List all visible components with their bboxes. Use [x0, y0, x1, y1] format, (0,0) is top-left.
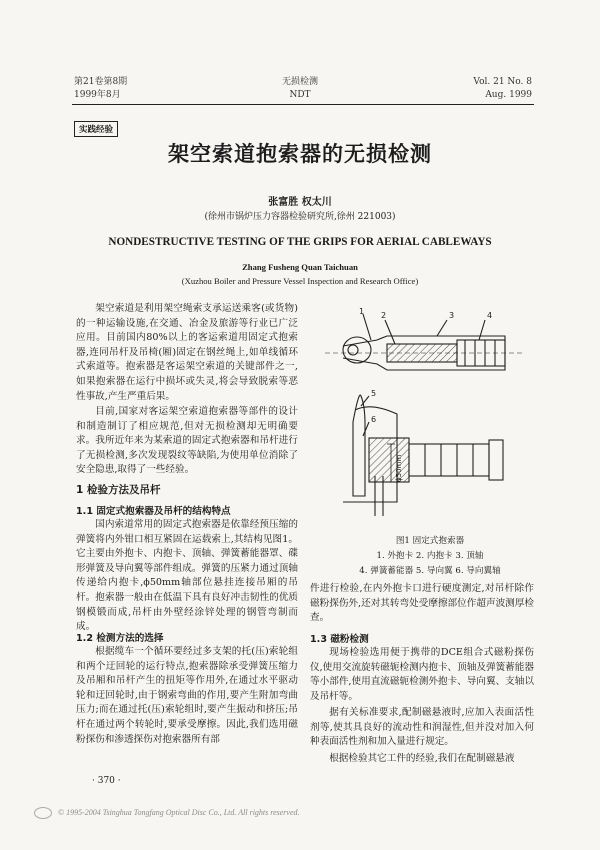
affiliation-en: (Xuzhou Boiler and Pressure Vessel Inspection and Research Office) — [181, 276, 419, 286]
figure-label-6: 6 — [371, 415, 377, 424]
figure-legend-row-2: 4. 弹簧蓄能器 5. 导向翼 6. 导向翼轴 — [359, 566, 501, 576]
paragraph-suspension-standard: 据有关标准要求,配制磁悬液时,应加入表面活性剂等,使其具良好的流动性和润湿性,但并没对加入何种表面活性剂和加入量进行规定。 — [310, 707, 534, 748]
header-volume-cn: 第21卷第8期 — [74, 77, 128, 87]
grip-structure-figure — [325, 306, 535, 521]
paragraph-structure: 国内索道常用的固定式抱索器是依靠经预压缩的弹簧将内外钳口相互紧固在运载索上,其结构见图1。它主要由外抱卡、内抱卡、顶轴、弹簧蓄能器罩、碟形弹簧及导向翼等部件组成。弹簧的压紧力通过顶轴传递给内抱卡,ϕ50mm轴部位悬挂连接吊厢的吊杆。抱索器一般由在低温下具有良好冲击韧性的优质钢模锻而成,吊杆由外壁经涂锌处理的钢管弯制而成。 — [76, 519, 298, 633]
figure-label-4: 4 — [487, 311, 493, 320]
authors-cn: 张富胜 权太川 — [268, 197, 332, 208]
figure-label-3: 3 — [449, 311, 455, 320]
page-number: · 370 · — [92, 776, 121, 786]
figure-caption: 图1 固定式抱索器 — [395, 536, 465, 546]
section-1-heading: 1 检验方法及吊杆 — [76, 484, 161, 496]
figure-legend-row-1: 1. 外抱卡 2. 内抱卡 3. 顶轴 — [376, 551, 484, 561]
authors-en: Zhang Fusheng Quan Taichuan — [242, 262, 358, 272]
section-1-3-heading: 1.3 磁粉检测 — [310, 634, 369, 645]
section-1-1-heading: 1.1 固定式抱索器及吊杆的结构特点 — [76, 506, 231, 517]
affiliation-cn: (徐州市锅炉压力容器检验研究所,徐州 221003) — [204, 212, 396, 222]
header-volume-en: Vol. 21 No. 8 — [473, 77, 532, 87]
title-cn: 架空索道抱索器的无损检测 — [168, 142, 432, 166]
figure-label-5: 5 — [371, 389, 377, 398]
paragraph-suspension-experience: 根据检验其它工件的经验,我们在配制磁悬液 — [329, 753, 515, 764]
figure-label-2: 2 — [381, 311, 387, 320]
section-1-2-heading: 1.2 检测方法的选择 — [76, 633, 164, 644]
paragraph-intro: 架空索道是利用架空绳索支承运送乘客(或货物)的一种运输设施,在交通、冶金及旅游等行业已广泛应用。目前国内80%以上的客运索道用固定式抱索器,连同吊杆及吊椅(厢)固定在钢丝绳上,如单线循环式索道等。抱索器是客运架空索道的关键部件之一,如果抱索器在运行中损坏或失灵,将会导致脱索等恶性事故,产生严重后果。 — [76, 303, 298, 402]
header-date-cn: 1999年8月 — [74, 90, 121, 100]
figure-dimension-label: ϕ50mm — [395, 454, 403, 482]
guide-wing — [353, 395, 365, 496]
paragraph-method-continued: 件进行检验,在内外抱卡口进行硬度测定,对吊杆除作磁粉探伤外,还对其转弯处受摩擦部位作超声波测厚检查。 — [310, 583, 534, 624]
category-tag: 实践经验 — [74, 121, 118, 137]
paragraph-magnetic-testing: 现场检验选用便于携带的DCE组合式磁粉探伤仪,使用交流旋转磁轭检测内抱卡、顶轴及弹簧蓄能器等小部件,使用直流磁轭检测外抱卡、导向翼、支轴以及吊杆等。 — [310, 647, 534, 702]
title-en: NONDESTRUCTIVE TESTING OF THE GRIPS FOR AERIAL CABLEWAYS — [108, 236, 492, 248]
header-journal-en: NDT — [289, 90, 311, 100]
publisher-logo — [34, 807, 52, 819]
header-rule — [72, 104, 534, 105]
paragraph-method: 根据缆车一个循环要经过多支架的托(压)索轮组和两个迂回轮的运行特点,抱索器除承受弹簧压缩力及吊厢和吊杆产生的扭矩等作用外,在通过水平驱动轮和迂回轮时,由于钢索弯曲的作用,要产生附加弯曲压力;而在通过托(压)索轮组时,要产生振动和挤压;吊杆在通过两个转轮时,要承受摩擦。因此,我们选用磁粉探伤和渗透探伤对抱索器所有部 — [76, 646, 298, 745]
header-journal-cn: 无损检测 — [281, 77, 318, 87]
paragraph-status: 目前,国家对客运架空索道抱索器等部件的设计和制造制订了相应规范,但对无损检测却无明确要求。我所近年来为某索道的固定式抱索器和吊杆进行了无损检测,多次发现裂纹等缺陷,为使用单位消除了安全隐患,取得了一些经验。 — [76, 406, 298, 476]
figure-label-1: 1 — [359, 307, 365, 316]
header-date-en: Aug. 1999 — [485, 90, 532, 100]
copyright-footer: © 1995-2004 Tsinghua Tongfang Optical Disc Co., Ltd. All rights reserved. — [58, 808, 300, 817]
